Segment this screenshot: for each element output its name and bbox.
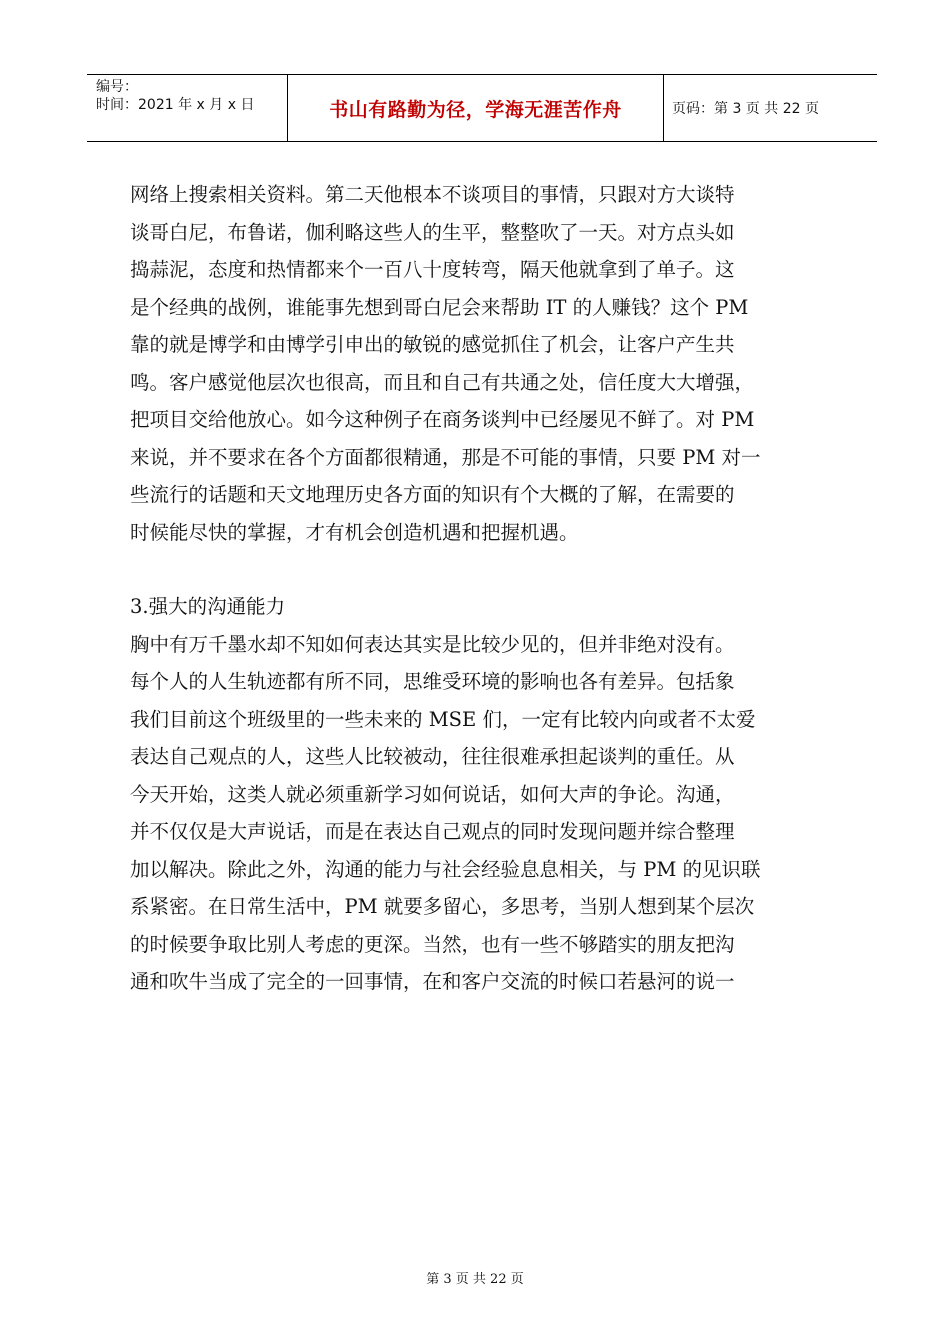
paragraph-2 [130, 626, 830, 1001]
text-line: 些流行的话题和天文地理历史各方面的知识有个大概的了解，在需要的 [130, 483, 735, 506]
text-line: 谈哥白尼，布鲁诺，伽利略这些人的生平，整整吹了一天。对方点头如 [130, 220, 735, 244]
text-line: 的时候要争取比别人考虑的更深。当然，也有一些不够踏实的朋友把沟 [130, 932, 735, 956]
text-line: 系紧密。在日常生活中，PM 就要多留心，多思考，当别人想到某个层次 [130, 895, 755, 918]
text-line: 通和吹牛当成了完全的一回事情，在和客户交流的时候口若悬河的说一 [130, 970, 735, 993]
text-line: 时候能尽快的掌握，才有机会创造机遇和把握机遇。 [130, 520, 579, 544]
page-footer: 第 3 页 共 22 页 [426, 1272, 524, 1287]
text-line: 每个人的人生轨迹都有所不同，思维受环境的影响也各有差异。包括象 [130, 670, 735, 693]
text-line: 加以解决。除此之外，沟通的能力与社会经验息息相关，与 PM 的见识联 [130, 857, 761, 881]
header-page-info: 页码：第 3 页 共 22 页 [672, 101, 819, 117]
text-line: 并不仅仅是大声说话，而是在表达自己观点的同时发现问题并综合整理 [130, 820, 735, 843]
text-line: 胸中有万千墨水却不知如何表达其实是比较少见的，但并非绝对没有。 [130, 632, 735, 656]
section-heading: 3.强大的沟通能力 [130, 595, 286, 618]
document-header [87, 74, 877, 142]
text-line: 是个经典的战例，谁能事先想到哥白尼会来帮助 IT 的人赚钱？这个 PM [130, 295, 749, 319]
text-line: 网络上搜索相关资料。第二天他根本不谈项目的事情，只跟对方大谈特 [130, 183, 735, 206]
document-time-label: 时间：2021 年 x 月 x 日 [96, 97, 255, 113]
text-line: 鸣。客户感觉他层次也很高，而且和自己有共通之处，信任度大大增强， [130, 370, 755, 394]
document-body [130, 176, 830, 1001]
text-line: 我们目前这个班级里的一些未来的 MSE 们，一定有比较内向或者不太爱 [130, 707, 756, 731]
text-line: 捣蒜泥，态度和热情都来个一百八十度转弯，隔天他就拿到了单子。这 [130, 258, 735, 281]
text-line: 表达自己观点的人，这些人比较被动，往往很难承担起谈判的重任。从 [130, 745, 735, 768]
text-line: 来说，并不要求在各个方面都很精通，那是不可能的事情，只要 PM 对一 [130, 445, 761, 469]
header-meta [87, 75, 287, 141]
text-line: 把项目交给他放心。如今这种例子在商务谈判中已经屡见不鲜了。对 PM [130, 408, 755, 431]
paragraph-1 [130, 176, 830, 551]
header-motto: 书山有路勤为径，学海无涯苦作舟 [287, 75, 664, 141]
text-line: 靠的就是博学和由博学引申出的敏锐的感觉抓住了机会，让客户产生共 [130, 333, 735, 356]
document-number-label: 编号： [96, 79, 138, 95]
text-line: 今天开始，这类人就必须重新学习如何说话，如何大声的争论。沟通， [130, 782, 735, 806]
